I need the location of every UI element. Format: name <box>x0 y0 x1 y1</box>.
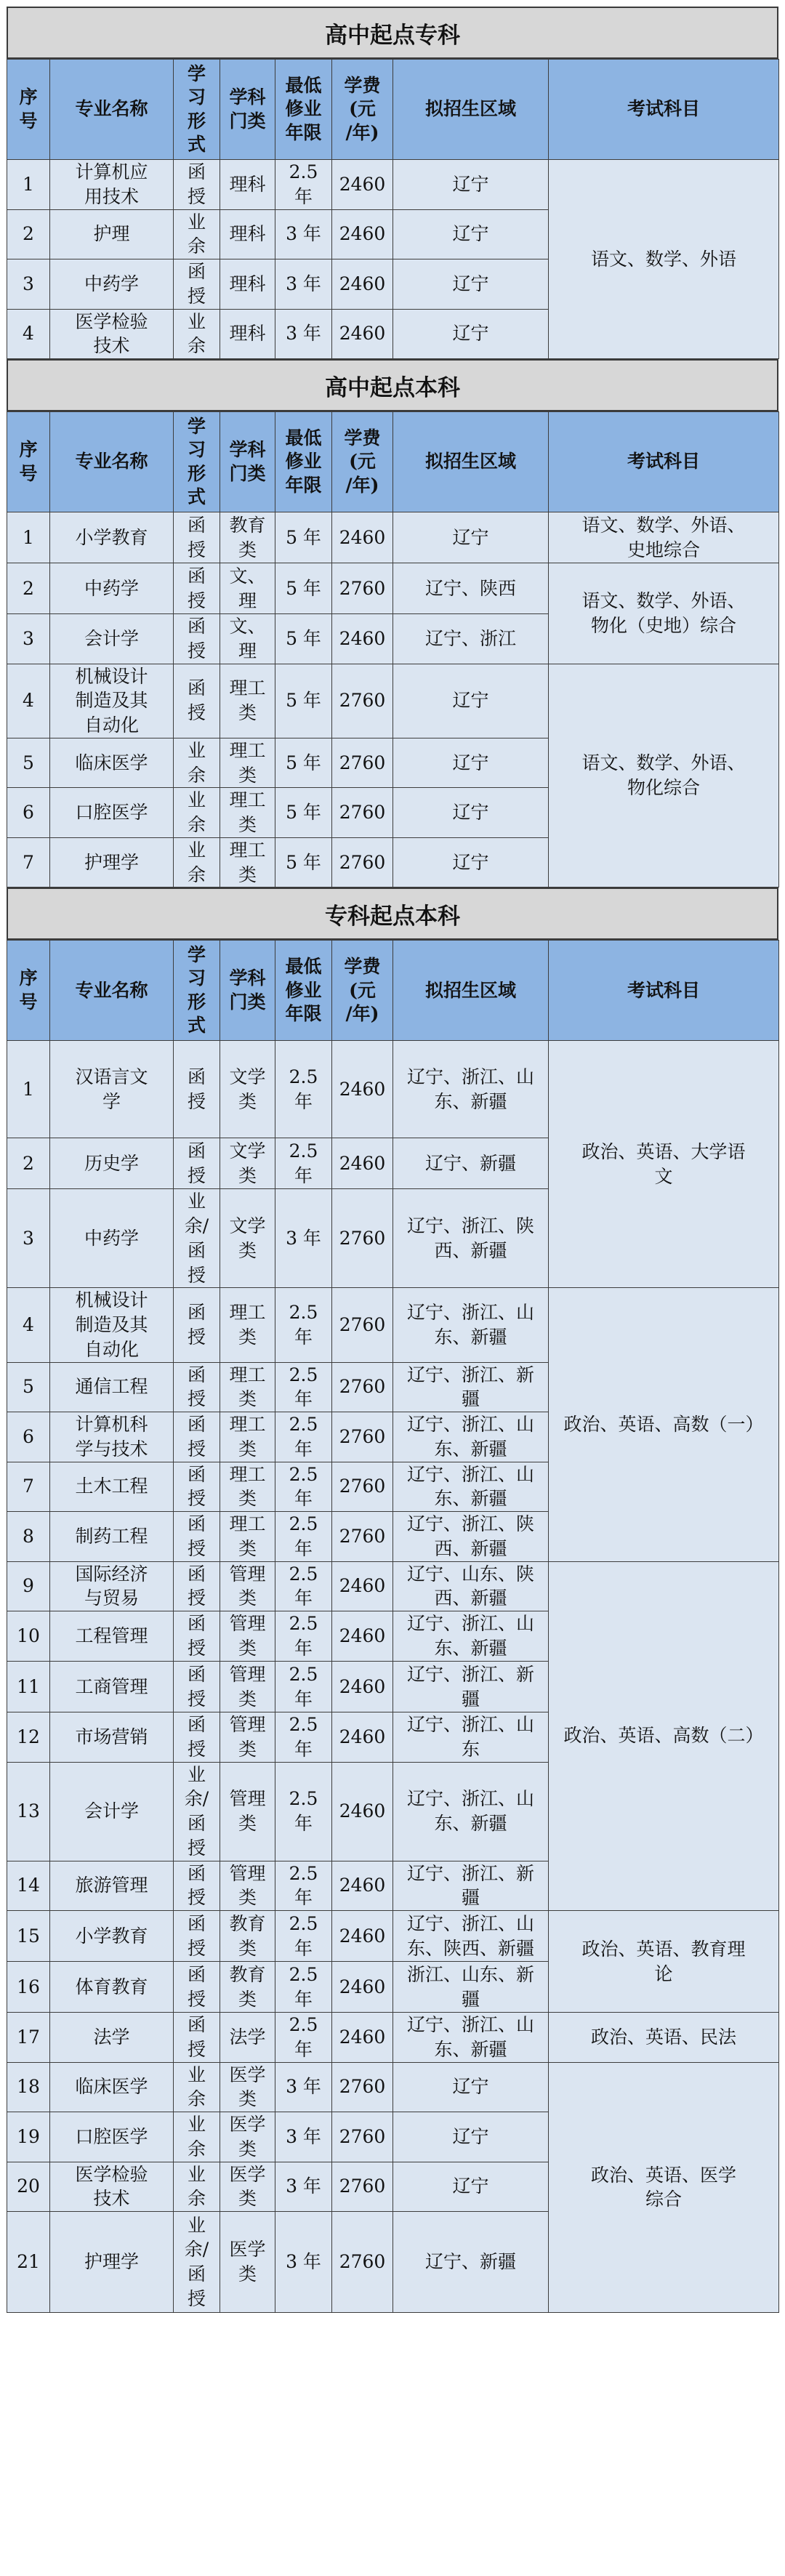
cell-no: 4 <box>7 1288 50 1362</box>
column-header: 学费 (元 /年) <box>332 412 393 512</box>
column-header: 学 习 形 式 <box>174 941 220 1041</box>
cell-years: 3 年 <box>275 2112 332 2162</box>
cell-no: 7 <box>7 837 50 887</box>
cell-major: 计算机应 用技术 <box>50 160 174 210</box>
cell-no: 4 <box>7 664 50 738</box>
cell-region: 辽宁、浙江、陕 西、新疆 <box>393 1189 549 1288</box>
column-header: 学费 (元 /年) <box>332 60 393 160</box>
cell-fee: 2460 <box>332 1712 393 1763</box>
cell-fee: 2460 <box>332 1662 393 1712</box>
cell-major: 临床医学 <box>50 2062 174 2112</box>
cell-exam-subjects: 政治、英语、医学 综合 <box>549 2062 779 2313</box>
cell-no: 1 <box>7 1041 50 1138</box>
cell-region: 辽宁、浙江、新 疆 <box>393 1662 549 1712</box>
cell-mode: 函 授 <box>174 1611 220 1662</box>
cell-no: 15 <box>7 1911 50 1962</box>
cell-mode: 函 授 <box>174 1962 220 2013</box>
program-table <box>7 411 779 887</box>
cell-region: 辽宁 <box>393 160 549 210</box>
column-header: 专业名称 <box>50 941 174 1041</box>
cell-category: 理工 类 <box>220 1412 275 1462</box>
cell-major: 小学教育 <box>50 1911 174 1962</box>
cell-fee: 2760 <box>332 1462 393 1512</box>
column-header: 最低 修业 年限 <box>275 412 332 512</box>
cell-fee: 2460 <box>332 1138 393 1189</box>
cell-major: 汉语言文 学 <box>50 1041 174 1138</box>
cell-fee: 2460 <box>332 1611 393 1662</box>
column-header: 学科 门类 <box>220 60 275 160</box>
cell-mode: 业 余 <box>174 738 220 788</box>
cell-region: 辽宁、浙江、山 东、新疆 <box>393 2013 549 2063</box>
cell-fee: 2760 <box>332 1512 393 1562</box>
cell-years: 5 年 <box>275 614 332 664</box>
cell-region: 辽宁、浙江、山 东、新疆 <box>393 1762 549 1861</box>
cell-years: 2.5 年 <box>275 1662 332 1712</box>
cell-mode: 函 授 <box>174 1712 220 1763</box>
cell-mode: 函 授 <box>174 1911 220 1962</box>
program-table <box>7 59 779 359</box>
cell-years: 2.5 年 <box>275 1041 332 1138</box>
column-header: 考试科目 <box>549 941 779 1041</box>
cell-years: 2.5 年 <box>275 1462 332 1512</box>
cell-category: 文、 理 <box>220 614 275 664</box>
cell-region: 辽宁 <box>393 788 549 838</box>
header-row <box>7 60 779 160</box>
cell-no: 9 <box>7 1561 50 1611</box>
cell-no: 2 <box>7 563 50 614</box>
cell-major: 会计学 <box>50 1762 174 1861</box>
section-title: 高中起点专科 <box>7 7 778 59</box>
cell-no: 10 <box>7 1611 50 1662</box>
cell-years: 3 年 <box>275 209 332 259</box>
cell-region: 辽宁 <box>393 664 549 738</box>
cell-years: 2.5 年 <box>275 1611 332 1662</box>
cell-category: 管理 类 <box>220 1712 275 1763</box>
cell-no: 8 <box>7 1512 50 1562</box>
cell-no: 19 <box>7 2112 50 2162</box>
cell-mode: 函 授 <box>174 1412 220 1462</box>
cell-exam-subjects: 政治、英语、教育理 论 <box>549 1911 779 2013</box>
cell-mode: 业 余/ 函 授 <box>174 2212 220 2313</box>
cell-fee: 2460 <box>332 1762 393 1861</box>
table-row <box>7 1561 779 1611</box>
cell-region: 辽宁 <box>393 2062 549 2112</box>
cell-category: 理工 类 <box>220 1362 275 1412</box>
cell-category: 管理 类 <box>220 1861 275 1911</box>
cell-mode: 函 授 <box>174 614 220 664</box>
cell-major: 法学 <box>50 2013 174 2063</box>
cell-fee: 2760 <box>332 1412 393 1462</box>
cell-region: 辽宁、浙江、山 东、陕西、新疆 <box>393 1911 549 1962</box>
cell-category: 教育 类 <box>220 1962 275 2013</box>
enrollment-document <box>7 7 778 2313</box>
cell-category: 教育 类 <box>220 512 275 563</box>
cell-no: 13 <box>7 1762 50 1861</box>
column-header: 序 号 <box>7 412 50 512</box>
cell-fee: 2460 <box>332 1041 393 1138</box>
cell-exam-subjects: 政治、英语、高数（二） <box>549 1561 779 1911</box>
cell-category: 理工 类 <box>220 1288 275 1362</box>
cell-region: 辽宁、新疆 <box>393 1138 549 1189</box>
cell-major: 口腔医学 <box>50 2112 174 2162</box>
cell-no: 2 <box>7 1138 50 1189</box>
cell-major: 旅游管理 <box>50 1861 174 1911</box>
table-row <box>7 2062 779 2112</box>
section-title: 高中起点本科 <box>7 359 778 411</box>
cell-no: 3 <box>7 1189 50 1288</box>
cell-exam-subjects: 语文、数学、外语、 物化（史地）综合 <box>549 563 779 664</box>
cell-region: 辽宁、浙江、山 东、新疆 <box>393 1462 549 1512</box>
header-row <box>7 412 779 512</box>
cell-category: 理科 <box>220 309 275 359</box>
cell-years: 5 年 <box>275 738 332 788</box>
cell-fee: 2460 <box>332 160 393 210</box>
cell-mode: 函 授 <box>174 160 220 210</box>
cell-major: 历史学 <box>50 1138 174 1189</box>
cell-major: 体育教育 <box>50 1962 174 2013</box>
column-header: 专业名称 <box>50 412 174 512</box>
program-table <box>7 940 779 2313</box>
cell-mode: 业 余 <box>174 837 220 887</box>
cell-region: 辽宁、浙江、新 疆 <box>393 1861 549 1911</box>
table-row <box>7 1288 779 1362</box>
table-row <box>7 2013 779 2063</box>
cell-no: 17 <box>7 2013 50 2063</box>
cell-years: 5 年 <box>275 788 332 838</box>
column-header: 序 号 <box>7 941 50 1041</box>
cell-category: 理工 类 <box>220 738 275 788</box>
cell-category: 医学 类 <box>220 2112 275 2162</box>
cell-mode: 函 授 <box>174 1462 220 1512</box>
cell-fee: 2460 <box>332 1861 393 1911</box>
cell-fee: 2460 <box>332 512 393 563</box>
column-header: 学 习 形 式 <box>174 412 220 512</box>
column-header: 考试科目 <box>549 60 779 160</box>
cell-years: 2.5 年 <box>275 2013 332 2063</box>
cell-no: 6 <box>7 788 50 838</box>
cell-mode: 业 余 <box>174 2062 220 2112</box>
cell-region: 辽宁、浙江、山 东、新疆 <box>393 1288 549 1362</box>
cell-category: 理科 <box>220 209 275 259</box>
cell-years: 2.5 年 <box>275 1512 332 1562</box>
cell-major: 中药学 <box>50 563 174 614</box>
cell-years: 5 年 <box>275 837 332 887</box>
table-row <box>7 563 779 614</box>
cell-category: 管理 类 <box>220 1762 275 1861</box>
column-header: 序 号 <box>7 60 50 160</box>
cell-fee: 2460 <box>332 614 393 664</box>
cell-fee: 2760 <box>332 664 393 738</box>
cell-years: 2.5 年 <box>275 1561 332 1611</box>
cell-category: 管理 类 <box>220 1662 275 1712</box>
cell-years: 3 年 <box>275 2162 332 2212</box>
cell-mode: 函 授 <box>174 1861 220 1911</box>
cell-fee: 2460 <box>332 1911 393 1962</box>
table-row <box>7 1911 779 1962</box>
cell-major: 中药学 <box>50 259 174 310</box>
cell-mode: 业 余 <box>174 2112 220 2162</box>
cell-fee: 2760 <box>332 2062 393 2112</box>
cell-years: 2.5 年 <box>275 1762 332 1861</box>
cell-mode: 业 余 <box>174 209 220 259</box>
cell-no: 4 <box>7 309 50 359</box>
cell-years: 2.5 年 <box>275 1138 332 1189</box>
cell-years: 3 年 <box>275 309 332 359</box>
cell-no: 7 <box>7 1462 50 1512</box>
cell-years: 5 年 <box>275 512 332 563</box>
column-header: 拟招生区域 <box>393 60 549 160</box>
column-header: 最低 修业 年限 <box>275 941 332 1041</box>
cell-mode: 函 授 <box>174 1288 220 1362</box>
column-header: 考试科目 <box>549 412 779 512</box>
cell-mode: 业 余 <box>174 309 220 359</box>
cell-fee: 2760 <box>332 837 393 887</box>
cell-years: 2.5 年 <box>275 1712 332 1763</box>
cell-no: 3 <box>7 259 50 310</box>
cell-fee: 2460 <box>332 209 393 259</box>
cell-no: 12 <box>7 1712 50 1763</box>
cell-region: 辽宁 <box>393 2162 549 2212</box>
column-header: 学费 (元 /年) <box>332 941 393 1041</box>
cell-fee: 2460 <box>332 1561 393 1611</box>
cell-mode: 业 余 <box>174 788 220 838</box>
cell-category: 文学 类 <box>220 1189 275 1288</box>
cell-region: 辽宁 <box>393 738 549 788</box>
cell-region: 辽宁、山东、陕 西、新疆 <box>393 1561 549 1611</box>
cell-years: 2.5 年 <box>275 1412 332 1462</box>
cell-years: 3 年 <box>275 1189 332 1288</box>
cell-exam-subjects: 政治、英语、民法 <box>549 2013 779 2063</box>
cell-years: 2.5 年 <box>275 1861 332 1911</box>
cell-major: 工商管理 <box>50 1662 174 1712</box>
cell-region: 辽宁 <box>393 209 549 259</box>
cell-category: 管理 类 <box>220 1561 275 1611</box>
cell-no: 1 <box>7 160 50 210</box>
cell-category: 文学 类 <box>220 1041 275 1138</box>
cell-no: 14 <box>7 1861 50 1911</box>
cell-years: 5 年 <box>275 563 332 614</box>
column-header: 学科 门类 <box>220 941 275 1041</box>
cell-exam-subjects: 语文、数学、外语、 史地综合 <box>549 512 779 563</box>
cell-major: 国际经济 与贸易 <box>50 1561 174 1611</box>
cell-category: 文学 类 <box>220 1138 275 1189</box>
cell-years: 2.5 年 <box>275 1962 332 2013</box>
cell-category: 医学 类 <box>220 2162 275 2212</box>
cell-no: 11 <box>7 1662 50 1712</box>
cell-major: 土木工程 <box>50 1462 174 1512</box>
cell-major: 护理学 <box>50 837 174 887</box>
cell-no: 6 <box>7 1412 50 1462</box>
cell-major: 工程管理 <box>50 1611 174 1662</box>
cell-major: 通信工程 <box>50 1362 174 1412</box>
cell-region: 辽宁、浙江、新 疆 <box>393 1362 549 1412</box>
cell-fee: 2460 <box>332 259 393 310</box>
cell-mode: 业 余/ 函 授 <box>174 1189 220 1288</box>
cell-mode: 函 授 <box>174 563 220 614</box>
cell-region: 辽宁 <box>393 259 549 310</box>
cell-category: 医学 类 <box>220 2212 275 2313</box>
cell-no: 2 <box>7 209 50 259</box>
cell-major: 制药工程 <box>50 1512 174 1562</box>
column-header: 专业名称 <box>50 60 174 160</box>
cell-mode: 函 授 <box>174 1362 220 1412</box>
cell-region: 辽宁、浙江、陕 西、新疆 <box>393 1512 549 1562</box>
cell-fee: 2760 <box>332 788 393 838</box>
cell-major: 机械设计 制造及其 自动化 <box>50 664 174 738</box>
cell-no: 18 <box>7 2062 50 2112</box>
cell-exam-subjects: 语文、数学、外语 <box>549 160 779 359</box>
column-header: 学科 门类 <box>220 412 275 512</box>
cell-region: 辽宁 <box>393 309 549 359</box>
cell-mode: 函 授 <box>174 1512 220 1562</box>
cell-category: 理工 类 <box>220 788 275 838</box>
cell-major: 医学检验 技术 <box>50 2162 174 2212</box>
cell-region: 辽宁、浙江、山 东、新疆 <box>393 1611 549 1662</box>
cell-years: 2.5 年 <box>275 160 332 210</box>
cell-major: 市场营销 <box>50 1712 174 1763</box>
cell-major: 临床医学 <box>50 738 174 788</box>
cell-no: 20 <box>7 2162 50 2212</box>
cell-major: 计算机科 学与技术 <box>50 1412 174 1462</box>
table-row <box>7 664 779 738</box>
cell-region: 辽宁、新疆 <box>393 2212 549 2313</box>
cell-fee: 2460 <box>332 2013 393 2063</box>
cell-fee: 2760 <box>332 2212 393 2313</box>
cell-years: 2.5 年 <box>275 1362 332 1412</box>
cell-years: 2.5 年 <box>275 1911 332 1962</box>
cell-fee: 2760 <box>332 1189 393 1288</box>
table-row <box>7 160 779 210</box>
cell-major: 中药学 <box>50 1189 174 1288</box>
cell-mode: 函 授 <box>174 664 220 738</box>
cell-region: 辽宁 <box>393 2112 549 2162</box>
cell-exam-subjects: 政治、英语、高数（一） <box>549 1288 779 1561</box>
cell-major: 会计学 <box>50 614 174 664</box>
cell-category: 理工 类 <box>220 664 275 738</box>
cell-category: 管理 类 <box>220 1611 275 1662</box>
cell-category: 法学 <box>220 2013 275 2063</box>
cell-region: 辽宁、浙江、山 东、新疆 <box>393 1041 549 1138</box>
cell-category: 理科 <box>220 160 275 210</box>
cell-category: 医学 类 <box>220 2062 275 2112</box>
cell-category: 理科 <box>220 259 275 310</box>
cell-major: 护理学 <box>50 2212 174 2313</box>
cell-region: 辽宁、陕西 <box>393 563 549 614</box>
cell-region: 辽宁 <box>393 837 549 887</box>
cell-major: 小学教育 <box>50 512 174 563</box>
cell-years: 3 年 <box>275 2212 332 2313</box>
cell-fee: 2760 <box>332 738 393 788</box>
cell-no: 21 <box>7 2212 50 2313</box>
cell-mode: 函 授 <box>174 1662 220 1712</box>
cell-category: 理工 类 <box>220 1512 275 1562</box>
cell-years: 3 年 <box>275 2062 332 2112</box>
cell-major: 护理 <box>50 209 174 259</box>
cell-no: 5 <box>7 738 50 788</box>
cell-mode: 函 授 <box>174 1138 220 1189</box>
cell-fee: 2760 <box>332 1288 393 1362</box>
cell-mode: 业 余/ 函 授 <box>174 1762 220 1861</box>
cell-fee: 2760 <box>332 2112 393 2162</box>
cell-mode: 函 授 <box>174 1041 220 1138</box>
cell-years: 3 年 <box>275 259 332 310</box>
cell-category: 理工 类 <box>220 1462 275 1512</box>
cell-mode: 函 授 <box>174 2013 220 2063</box>
cell-no: 16 <box>7 1962 50 2013</box>
cell-years: 5 年 <box>275 664 332 738</box>
cell-region: 辽宁、浙江、山 东 <box>393 1712 549 1763</box>
column-header: 最低 修业 年限 <box>275 60 332 160</box>
column-header: 拟招生区域 <box>393 412 549 512</box>
header-row <box>7 941 779 1041</box>
cell-region: 辽宁 <box>393 512 549 563</box>
cell-category: 理工 类 <box>220 837 275 887</box>
cell-exam-subjects: 政治、英语、大学语 文 <box>549 1041 779 1288</box>
cell-major: 机械设计 制造及其 自动化 <box>50 1288 174 1362</box>
cell-no: 1 <box>7 512 50 563</box>
cell-mode: 函 授 <box>174 512 220 563</box>
cell-fee: 2760 <box>332 563 393 614</box>
cell-category: 教育 类 <box>220 1911 275 1962</box>
cell-no: 3 <box>7 614 50 664</box>
cell-region: 辽宁、浙江 <box>393 614 549 664</box>
cell-years: 2.5 年 <box>275 1288 332 1362</box>
cell-fee: 2460 <box>332 309 393 359</box>
cell-exam-subjects: 语文、数学、外语、 物化综合 <box>549 664 779 887</box>
cell-mode: 业 余 <box>174 2162 220 2212</box>
table-row <box>7 1041 779 1138</box>
section-title: 专科起点本科 <box>7 887 778 940</box>
column-header: 拟招生区域 <box>393 941 549 1041</box>
cell-major: 医学检验 技术 <box>50 309 174 359</box>
cell-region: 辽宁、浙江、山 东、新疆 <box>393 1412 549 1462</box>
cell-category: 文、 理 <box>220 563 275 614</box>
cell-fee: 2760 <box>332 1362 393 1412</box>
column-header: 学 习 形 式 <box>174 60 220 160</box>
table-row <box>7 512 779 563</box>
cell-mode: 函 授 <box>174 1561 220 1611</box>
cell-major: 口腔医学 <box>50 788 174 838</box>
cell-mode: 函 授 <box>174 259 220 310</box>
cell-fee: 2760 <box>332 2162 393 2212</box>
cell-fee: 2460 <box>332 1962 393 2013</box>
cell-no: 5 <box>7 1362 50 1412</box>
cell-region: 浙江、山东、新 疆 <box>393 1962 549 2013</box>
